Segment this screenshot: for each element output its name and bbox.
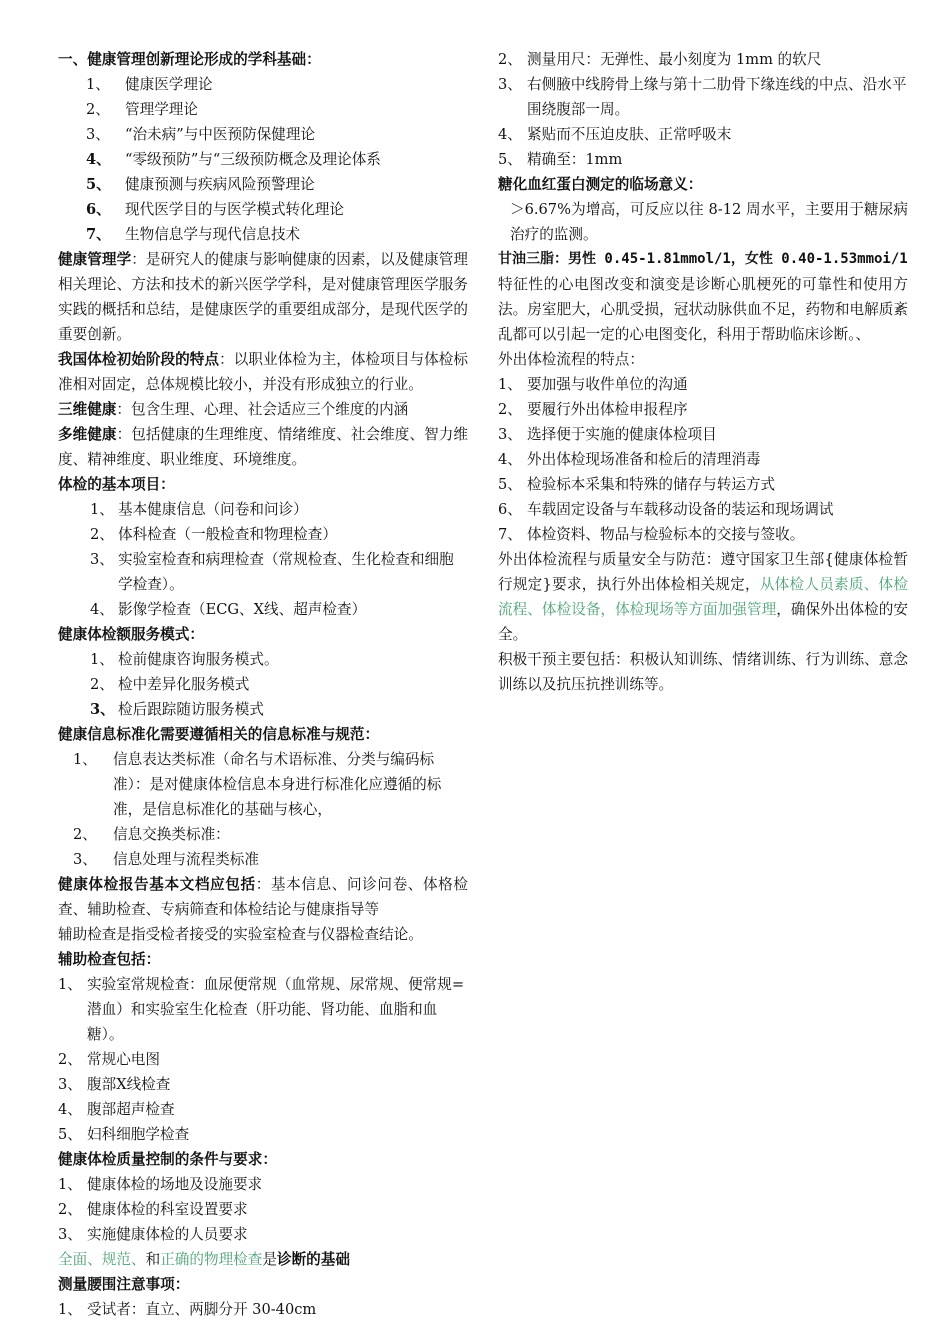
list-item: 5、 精确至：1mm <box>498 151 623 168</box>
list-item: 4、 外出体检现场准备和检后的清理消毒 <box>498 451 761 468</box>
list-item: 6、 车载固定设备与车载移动设备的装运和现场调试 <box>498 501 834 518</box>
section-title-service-mode: 健康体检额服务模式： <box>58 626 204 643</box>
outreach-process-list <box>498 372 908 547</box>
list-item: 1、 信息表达类标准（命名与术语标准、分类与编码标准）：是对健康体检信息本身进行标准化应遵循的标准，是信息标准化的基础与核心， <box>73 751 442 818</box>
list-item: 3、 实验室检查和病理检查（常规检查、生化检查和细胞学检查）。 <box>90 551 454 593</box>
list-item: 5、 检验标本采集和特殊的储存与转运方式 <box>498 476 776 493</box>
ecg-significance: 特征性的心电图改变和演变是诊断心肌梗死的可靠性和使用方法。房室肥大，心肌受损，冠状动脉供血不足，药物和电解质紊乱都可以引起一定的心电图变化，科用于帮助临床诊断。、 <box>498 276 908 343</box>
physical-exam-statement: 全面、规范、和正确的物理检查是诊断的基础 <box>58 1251 350 1268</box>
list-item: 1、 要加强与收件单位的沟通 <box>498 376 688 393</box>
service-mode-list <box>58 647 468 722</box>
section-title-hba1c: 糖化血红蛋白测定的临场意义： <box>498 176 703 193</box>
list-item: 1、 基本健康信息（问卷和问诊） <box>90 501 308 518</box>
list-item: 3、 检后跟踪随访服务模式 <box>90 701 264 718</box>
section-title-auxiliary-exams: 辅助检查包括： <box>58 951 161 968</box>
list-item: 3、 信息处理与流程类标准 <box>73 851 259 868</box>
list-item: 2、 信息交换类标准： <box>73 826 230 843</box>
right-column <box>498 47 908 697</box>
health-management-definition: 健康管理学：是研究人的健康与影响健康的因素，以及健康管理相关理论、方法和技术的新兴医学学科，是对健康管理医学服务实践的概括和总结，是健康医学的重要组成部分，是现代医学的重要创新。 <box>58 251 468 343</box>
report-contents: 健康体检报告基本文档应包括：基本信息、问诊问卷、体格检查、辅助检查、专病筛查和体检结论与健康指导等 <box>58 876 468 918</box>
list-item: 3、 实施健康体检的人员要求 <box>58 1226 248 1243</box>
triglyceride-range: 甘油三脂：男性 0.45-1.81mmol/1，女性 0.40-1.53mmoi/1 <box>498 251 908 267</box>
list-item: 3、 右侧腋中线胯骨上缘与第十二肋骨下缘连线的中点、沿水平围绕腹部一周。 <box>498 76 907 118</box>
list-item: 5、 健康预测与疾病风险预警理论 <box>86 176 315 193</box>
left-column <box>58 47 468 1322</box>
list-item: 2、 测量用尺：无弹性、最小刻度为 1mm 的软尺 <box>498 51 822 68</box>
list-item: 4、 腹部超声检查 <box>58 1101 175 1118</box>
list-item: 7、 生物信息学与现代信息技术 <box>86 226 301 243</box>
section-title-discipline-basis: 一、健康管理创新理论形成的学科基础： <box>58 51 321 68</box>
outreach-safety: 外出体检流程与质量安全与防范：遵守国家卫生部{健康体检暂行规定}要求，执行外出体检相关规定，从体检人员素质、体检流程、体检设备，体检现场等方面加强管理，确保外出体检的安全。 <box>498 551 908 643</box>
list-item: 3、 腹部X线检查 <box>58 1076 171 1093</box>
list-item: 2、 健康体检的科室设置要求 <box>58 1201 248 1218</box>
section-title-info-standards: 健康信息标准化需要遵循相关的信息标准与规范： <box>58 726 380 743</box>
list-item: 1、 受试者：直立、两脚分开 30-40cm <box>58 1301 317 1318</box>
waist-measure-list <box>498 47 908 172</box>
basic-items-list <box>58 497 468 622</box>
list-item: 3、 “治未病”与中医预防保健理论 <box>86 126 316 143</box>
auxiliary-exams-list <box>58 972 468 1147</box>
three-dimension-health: 三维健康：包含生理、心理、社会适应三个维度的内涵 <box>58 401 409 418</box>
list-item: 1、 健康医学理论 <box>86 76 213 93</box>
multi-dimension-health: 多维健康：包括健康的生理维度、情绪维度、社会维度、智力维度、精神维度、职业维度、环境维度。 <box>58 426 468 468</box>
section-title-waist-measure: 测量腰围注意事项： <box>58 1276 190 1293</box>
list-item: 2、 常规心电图 <box>58 1051 160 1068</box>
list-item: 6、 现代医学目的与医学模式转化理论 <box>86 201 344 218</box>
list-item: 1、 健康体检的场地及设施要求 <box>58 1176 263 1193</box>
list-item: 1、 实验室常规检查：血尿便常规（血常规、尿常规、便常规=潜血）和实验室生化检查（肝功能、肾功能、血脂和血糖）。 <box>58 976 465 1043</box>
list-item: 2、 体科检查（一般检查和物理检查） <box>90 526 337 543</box>
section-title-outreach-process: 外出体检流程的特点： <box>498 351 644 368</box>
list-item: 4、 “零级预防”与“三级预防概念及理论体系 <box>86 151 381 168</box>
discipline-basis-list <box>58 72 468 247</box>
list-item: 4、 影像学检查（ECG、X线、超声检查） <box>90 601 367 618</box>
early-checkup-features: 我国体检初始阶段的特点：以职业体检为主，体检项目与体检标准相对固定，总体规模比较小，并没有形成独立的行业。 <box>58 351 468 393</box>
hba1c-significance: ＞6.67%为增高，可反应以往 8-12 周水平，主要用于糖尿病治疗的监测。 <box>510 201 908 243</box>
list-item: 4、 紧贴而不压迫皮肤、正常呼吸末 <box>498 126 732 143</box>
list-item: 7、 体检资料、物品与检验标本的交接与签收。 <box>498 526 805 543</box>
list-item: 2、 检中差异化服务模式 <box>90 676 250 693</box>
list-item: 5、 妇科细胞学检查 <box>58 1126 190 1143</box>
list-item: 2、 要履行外出体检申报程序 <box>498 401 688 418</box>
section-title-quality-control: 健康体检质量控制的条件与要求： <box>58 1151 277 1168</box>
list-item: 2、 管理学理论 <box>86 101 198 118</box>
auxiliary-exam-definition: 辅助检查是指受检者接受的实验室检查与仪器检查结论。 <box>58 926 423 943</box>
list-item: 1、 检前健康咨询服务模式。 <box>90 651 279 668</box>
quality-control-list <box>58 1172 468 1247</box>
active-intervention: 积极干预主要包括：积极认知训练、情绪训练、行为训练、意念训练以及抗压抗挫训练等。 <box>498 651 908 693</box>
info-standards-list <box>58 747 468 872</box>
list-item: 3、 选择便于实施的健康体检项目 <box>498 426 717 443</box>
section-title-basic-items: 体检的基本项目： <box>58 476 175 493</box>
